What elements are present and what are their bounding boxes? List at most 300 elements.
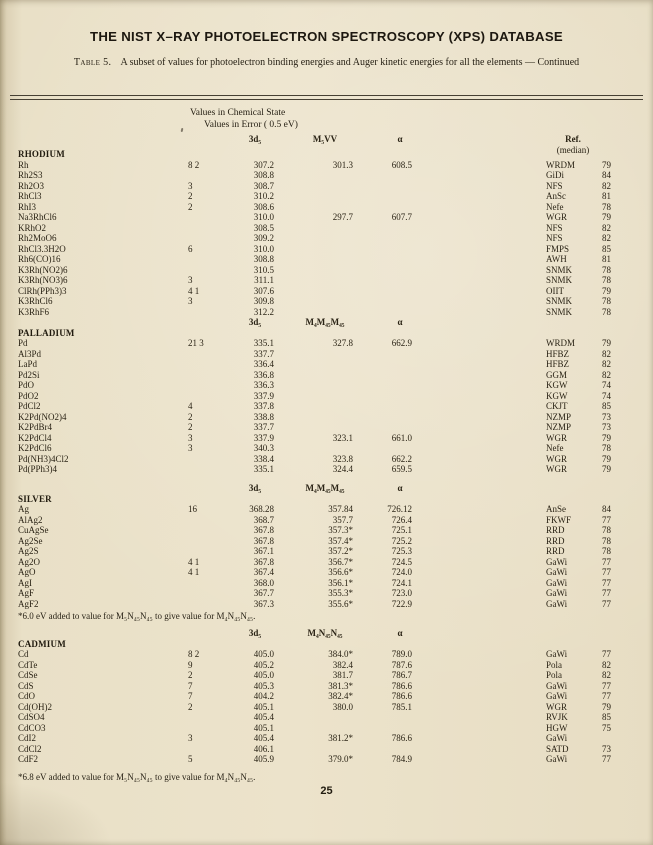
auger-energy-value [274, 380, 353, 391]
auger-energy-value: 384.0* [328, 649, 353, 659]
auger-energy-value: 357.4* [328, 535, 353, 546]
reference-year: 75 [602, 722, 611, 733]
table-row [18, 515, 641, 526]
measurement-counts: 5 [188, 754, 193, 764]
row-spacer [412, 307, 546, 318]
auger-parameter-value: 608.5 [391, 159, 412, 170]
binding-energy-value: 338.4 [253, 453, 274, 464]
binding-energy-value: 405.9 [253, 754, 274, 764]
reference-year: 79 [602, 285, 611, 296]
auger-parameter-value [353, 391, 412, 402]
compound-name: ClRh(PPh3)3 [18, 285, 67, 296]
element-section [18, 483, 641, 609]
table-row [18, 202, 641, 213]
reference-code: WRDM [546, 338, 575, 348]
compound-name: PdO2 [18, 390, 39, 401]
reference-code: WGR [546, 212, 567, 222]
table-row [18, 412, 641, 423]
row-spacer [412, 588, 546, 599]
auger-parameter-value: 724.1 [391, 577, 412, 588]
auger-parameter-value: 726.12 [387, 504, 412, 514]
reference-code: WGR [546, 432, 567, 443]
auger-parameter-value: 789.0 [391, 649, 412, 659]
auger-parameter-value: 786.6 [391, 691, 412, 701]
table-row [18, 454, 641, 465]
binding-energy-value: 367.8 [253, 556, 274, 567]
reference-code: GaWi [546, 588, 568, 598]
reference-code: NZMP [546, 411, 572, 422]
table-row [18, 733, 641, 744]
measurement-counts: 2 [188, 670, 193, 680]
table-caption-label: Table 5. [73, 57, 112, 68]
table-row [18, 433, 641, 444]
reference-code: RRD [546, 535, 565, 546]
table-row [18, 370, 641, 381]
reference-year: 77 [602, 556, 611, 567]
compound-name: LaPd [18, 359, 37, 369]
reference-year: 81 [602, 254, 611, 264]
reference-year: 78 [602, 296, 611, 306]
table-row [18, 443, 641, 454]
row-spacer [412, 546, 546, 557]
ref-header-line-1: Ref. [565, 134, 581, 144]
auger-energy-value: 327.8 [332, 338, 353, 348]
measurement-counts [188, 380, 230, 391]
auger-energy-value [274, 265, 353, 276]
row-spacer [412, 649, 546, 660]
reference-code: NFS [546, 180, 563, 191]
compound-name: Ag2Se [18, 535, 43, 546]
row-spacer [412, 160, 546, 171]
reference-code: RRD [546, 525, 565, 535]
auger-energy-value [274, 296, 353, 307]
auger-energy-value [274, 286, 353, 297]
auger-energy-value: 356.1* [328, 577, 353, 588]
reference-code: WRDM [546, 159, 575, 170]
table-row [18, 691, 641, 702]
reference-year: 82 [602, 180, 611, 191]
compound-name: CdSe [18, 670, 38, 680]
table-row [18, 286, 641, 297]
row-spacer [412, 443, 546, 454]
table-row [18, 536, 641, 547]
binding-energy-value: 367.7 [253, 588, 274, 598]
compound-name: AgF [18, 588, 35, 598]
reference-code: GaWi [546, 556, 568, 567]
measurement-counts: 3 [188, 443, 193, 453]
binding-energy-value: 308.7 [253, 180, 274, 191]
measurement-counts [188, 170, 230, 181]
measurement-counts: 3 [188, 432, 193, 443]
table-row [18, 160, 641, 171]
auger-parameter-value: 725.2 [391, 535, 412, 546]
binding-energy-value: 308.6 [253, 201, 274, 212]
measurement-counts [188, 359, 230, 370]
reference-code: KGW [546, 380, 568, 390]
row-spacer [412, 380, 546, 391]
reference-year: 78 [602, 546, 611, 556]
compound-name: CdO [18, 691, 36, 701]
measurement-counts [188, 349, 230, 360]
row-spacer [412, 723, 546, 734]
row-spacer [412, 536, 546, 547]
table-row [18, 359, 641, 370]
col-header-auger-line: M₄N₄₅N₄₅ [307, 628, 343, 638]
row-spacer [412, 464, 546, 475]
auger-parameter-value [353, 254, 412, 265]
row-spacer [412, 275, 546, 286]
compound-name: Rh2S3 [18, 170, 43, 180]
col-header-auger-line: M₅VV [312, 134, 338, 144]
compound-name: CdCO3 [18, 722, 46, 733]
measurement-counts: 4 [188, 401, 193, 411]
reference-code: NFS [546, 233, 563, 243]
row-spacer [412, 191, 546, 202]
reference-year: 79 [602, 464, 611, 474]
measurement-counts: 4 1 [188, 556, 200, 567]
row-spacer [412, 681, 546, 692]
reference-year [602, 733, 632, 744]
reference-code: GaWi [546, 733, 568, 743]
auger-energy-value [274, 744, 353, 755]
row-spacer [412, 433, 546, 444]
auger-energy-value [274, 712, 353, 723]
reference-year: 84 [602, 170, 611, 180]
auger-parameter-value [353, 170, 412, 181]
auger-parameter-value: 661.0 [391, 432, 412, 443]
table-row [18, 599, 641, 610]
compound-name: K3RhCl6 [18, 296, 53, 306]
compound-name: Cd [18, 649, 29, 659]
auger-energy-value [274, 275, 353, 286]
auger-parameter-value [353, 359, 412, 370]
row-spacer [412, 660, 546, 671]
col-header-auger-parameter: α [397, 628, 403, 638]
reference-code: FMPS [546, 243, 570, 254]
reference-code: GiDi [546, 170, 564, 180]
table-row [18, 244, 641, 255]
element-section [18, 628, 641, 765]
table-row [18, 380, 641, 391]
row-spacer [412, 233, 546, 244]
reference-code: SNMK [546, 264, 573, 275]
auger-parameter-value: 662.2 [391, 453, 412, 464]
binding-energy-value: 367.3 [253, 598, 274, 609]
reference-year: 85 [602, 712, 611, 722]
reference-year: 82 [602, 233, 611, 243]
binding-energy-value: 310.0 [253, 212, 274, 222]
auger-energy-value: 297.7 [332, 212, 353, 222]
reference-year: 73 [602, 411, 611, 422]
binding-energy-value: 311.1 [254, 275, 274, 285]
binding-energy-value: 308.8 [253, 170, 274, 180]
compound-name: RhI3 [18, 201, 36, 212]
table-row [18, 754, 641, 765]
auger-energy-value: 357.84 [328, 504, 353, 514]
auger-energy-value [274, 422, 353, 433]
reference-code: SNMK [546, 296, 573, 306]
reference-code: WGR [546, 453, 567, 464]
reference-year: 73 [602, 422, 611, 432]
table-row [18, 567, 641, 578]
binding-energy-value: 405.0 [253, 670, 274, 680]
auger-parameter-value [353, 265, 412, 276]
compound-name: K2PdCl4 [18, 432, 52, 443]
table-row [18, 681, 641, 692]
table-row [18, 588, 641, 599]
reference-code: HFBZ [546, 348, 570, 359]
binding-energy-value: 335.1 [253, 338, 274, 348]
auger-parameter-value [353, 443, 412, 454]
auger-parameter-value [353, 244, 412, 255]
measurement-counts: 3 [188, 296, 193, 306]
compound-name: K3Rh(NO2)6 [18, 264, 68, 275]
reference-year: 82 [602, 348, 611, 359]
row-spacer [412, 286, 546, 297]
table-row [18, 307, 641, 318]
auger-parameter-value: 659.5 [391, 464, 412, 474]
compound-name: CdTe [18, 659, 38, 670]
reference-code: GaWi [546, 649, 568, 659]
table-row [18, 546, 641, 557]
table-row [18, 233, 641, 244]
col-header-auger-line: M₄M₄₅M₄₅ [305, 483, 345, 493]
row-spacer [412, 265, 546, 276]
compound-name: Ag2S [18, 546, 39, 556]
row-spacer [412, 599, 546, 610]
compound-name: KRhO2 [18, 222, 47, 233]
measurement-counts [188, 723, 230, 734]
compound-name: AgF2 [18, 598, 39, 609]
measurement-counts: 9 [188, 659, 193, 670]
binding-energy-value: 368.7 [253, 514, 274, 525]
reference-code: FKWF [546, 514, 572, 525]
reference-code: CKJT [546, 401, 568, 411]
table-row [18, 504, 641, 515]
auger-energy-value: 323.1 [332, 432, 353, 443]
row-spacer [412, 422, 546, 433]
reference-year: 78 [602, 275, 611, 285]
auger-parameter-value [353, 380, 412, 391]
reference-year: 82 [602, 659, 611, 670]
auger-energy-value [274, 254, 353, 265]
measurement-counts: 4 1 [188, 285, 200, 296]
compound-name: Pd(NH3)4Cl2 [18, 453, 69, 464]
measurement-counts [188, 254, 230, 265]
reference-code: GaWi [546, 680, 568, 691]
auger-energy-value [274, 723, 353, 734]
auger-energy-value [274, 412, 353, 423]
reference-code: AWH [546, 254, 567, 264]
silver-footnote: *6.0 eV added to value for M₅N₄₅N₄₅ to give value for M₄N₄₅N₄₅. [18, 611, 256, 621]
auger-parameter-value: 725.3 [391, 546, 412, 556]
auger-energy-value [274, 443, 353, 454]
auger-parameter-value [353, 191, 412, 202]
reference-year: 81 [602, 191, 611, 201]
compound-name: Pd2Si [18, 369, 40, 380]
reference-year: 78 [602, 264, 611, 275]
binding-energy-value: 367.8 [253, 525, 274, 535]
table-row [18, 464, 641, 475]
auger-energy-value: 381.2* [328, 733, 353, 743]
table-row [18, 191, 641, 202]
reference-year: 79 [602, 453, 611, 464]
col-header-binding-energy: 3d₅ [248, 134, 262, 144]
reference-year: 84 [602, 504, 611, 514]
reference-code: SATD [546, 743, 569, 754]
reference-year: 79 [602, 159, 611, 170]
auger-parameter-value [353, 401, 412, 412]
compound-name: RhCl3 [18, 191, 42, 201]
compound-name: CdF2 [18, 754, 39, 764]
reference-year: 79 [602, 432, 611, 443]
row-spacer [412, 412, 546, 423]
header-spacer [18, 317, 230, 328]
row-spacer [412, 702, 546, 713]
binding-energy-value: 405.0 [253, 649, 274, 659]
table-row [18, 670, 641, 681]
binding-energy-value: 312.2 [253, 306, 274, 317]
reference-code: WGR [546, 464, 567, 474]
measurement-counts: 3 [188, 733, 193, 743]
binding-energy-value: 405.4 [253, 733, 274, 743]
reference-code: HFBZ [546, 359, 570, 369]
binding-energy-value: 310.2 [253, 191, 274, 201]
auger-parameter-value: 786.6 [391, 733, 412, 743]
table-row [18, 712, 641, 723]
reference-code: NFS [546, 222, 563, 233]
auger-parameter-value [353, 723, 412, 734]
row-spacer [412, 170, 546, 181]
binding-energy-value: 405.2 [253, 659, 274, 670]
reference-code: Nefe [546, 201, 564, 212]
reference-year: 77 [602, 649, 611, 659]
auger-parameter-value [353, 296, 412, 307]
compound-name: RhCl3.3H2O [18, 243, 66, 254]
measurement-counts: 7 [188, 691, 193, 701]
reference-year: 79 [602, 701, 611, 712]
auger-parameter-value [353, 275, 412, 286]
measurement-counts [188, 525, 230, 536]
auger-energy-value [274, 202, 353, 213]
measurement-counts: 2 [188, 201, 193, 212]
auger-energy-value: 379.0* [328, 754, 353, 764]
auger-parameter-value [353, 286, 412, 297]
compound-name: K2Pd(NO2)4 [18, 411, 67, 422]
conditions-line-1: Values in Chemical State [190, 108, 286, 118]
auger-parameter-value: 724.0 [391, 567, 412, 577]
compound-name: K2PdBr4 [18, 422, 53, 432]
row-spacer [412, 515, 546, 526]
measurement-counts: 4 1 [188, 567, 200, 577]
row-spacer [412, 525, 546, 536]
measurement-counts [188, 223, 230, 234]
measurement-counts [188, 536, 230, 547]
table-row [18, 265, 641, 276]
reference-year: 74 [602, 380, 611, 390]
auger-parameter-value: 726.4 [391, 514, 412, 525]
compound-name: Ag2O [18, 556, 40, 567]
header-spacer [18, 483, 230, 494]
compound-name: PdCl2 [18, 401, 41, 411]
table-row [18, 525, 641, 536]
col-header-auger-parameter: α [397, 134, 403, 144]
header-spacer [18, 628, 230, 639]
measurement-counts [188, 588, 230, 599]
reference-code: GaWi [546, 567, 568, 577]
measurement-counts: 3 [188, 275, 193, 285]
reference-code: Nefe [546, 443, 564, 453]
compound-name: Rh2MoO6 [18, 233, 57, 243]
auger-parameter-value: 724.5 [391, 556, 412, 567]
element-section [18, 317, 641, 475]
auger-energy-value [274, 191, 353, 202]
reference-year: 79 [602, 212, 611, 222]
row-spacer [412, 454, 546, 465]
binding-energy-value: 367.1 [253, 546, 274, 556]
auger-energy-value: 381.3* [328, 680, 353, 691]
reference-year: 79 [602, 338, 611, 348]
reference-year: 82 [602, 369, 611, 380]
binding-energy-value: 309.2 [253, 233, 274, 243]
row-spacer [412, 712, 546, 723]
binding-energy-value: 310.0 [253, 243, 274, 254]
measurement-counts [188, 712, 230, 723]
reference-year: 78 [602, 535, 611, 546]
reference-code: SNMK [546, 306, 573, 317]
auger-energy-value [274, 170, 353, 181]
binding-energy-value: 404.2 [253, 691, 274, 701]
row-spacer [412, 391, 546, 402]
row-spacer [412, 370, 546, 381]
reference-year: 74 [602, 390, 611, 401]
table-row [18, 557, 641, 568]
measurement-counts: 2 [188, 701, 193, 712]
auger-parameter-value [353, 370, 412, 381]
auger-parameter-value [353, 422, 412, 433]
measurement-counts [188, 391, 230, 402]
compound-name: AlAg2 [18, 514, 43, 525]
section-column-header-row [18, 483, 641, 494]
page-title: THE NIST X–RAY PHOTOELECTRON SPECTROSCOPY (XPS) DATABASE [89, 29, 564, 44]
auger-parameter-value [353, 307, 412, 318]
table-row [18, 723, 641, 734]
row-spacer [412, 359, 546, 370]
row-spacer [412, 254, 546, 265]
auger-parameter-value [353, 223, 412, 234]
row-spacer [412, 202, 546, 213]
compound-name: K2PdCl6 [18, 443, 52, 453]
reference-code: RVJK [546, 712, 568, 722]
compound-name: Rh [18, 159, 29, 170]
reference-year: 77 [602, 514, 611, 525]
col-header-auger-parameter: α [397, 317, 403, 327]
compound-name: Na3RhCl6 [18, 212, 57, 222]
auger-parameter-value: 723.0 [391, 588, 412, 598]
auger-parameter-value: 787.6 [391, 659, 412, 670]
compound-name: Al3Pd [18, 348, 42, 359]
binding-energy-value: 337.9 [253, 390, 274, 401]
auger-energy-value [274, 370, 353, 381]
reference-code: WGR [546, 701, 567, 712]
compound-name: K3Rh(NO3)6 [18, 275, 68, 285]
auger-energy-value [274, 359, 353, 370]
binding-energy-value: 406.1 [253, 743, 274, 754]
binding-energy-value: 368.28 [249, 504, 274, 514]
auger-energy-value [274, 391, 353, 402]
reference-year: 73 [602, 743, 611, 754]
auger-parameter-value: 725.1 [391, 525, 412, 535]
